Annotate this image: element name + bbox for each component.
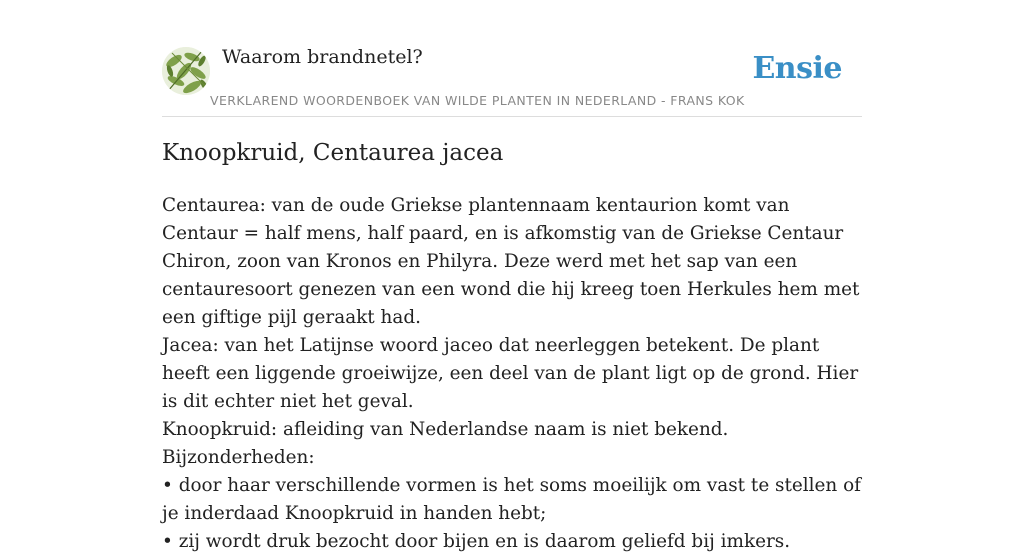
site-title[interactable]: Waarom brandnetel? — [222, 46, 423, 68]
dictionary-subtitle[interactable]: VERKLAREND WOORDENBOEK VAN WILDE PLANTEN IN NEDERLAND - FRANS KOK — [210, 93, 745, 108]
paragraph-knoopkruid: Knoopkruid: afleiding van Nederlandse naam is niet bekend. — [162, 419, 729, 440]
list-item: • door haar verschillende vormen is het soms moeilijk om vast te stellen of je inderdaad Knoopkruid in handen hebt; — [162, 475, 861, 524]
paragraph-bijzonderheden: Bijzonderheden: — [162, 447, 315, 468]
plant-leaves-icon[interactable] — [162, 47, 210, 95]
entry-content — [162, 192, 867, 556]
header — [162, 0, 862, 117]
paragraph-centaurea: Centaurea: van de oude Griekse plantennaam kentaurion komt van Centaur = half mens, half paard, en is afkomstig van de Griekse Centaur Chiron, zoon van Kronos en Philyra. Deze werd met het sap van een centauresoort genezen van een wond die hij kreeg toen Herkules hem met een giftige pijl geraakt had. — [162, 195, 860, 328]
paragraph-jacea: Jacea: van het Latijnse woord jaceo dat neerleggen betekent. De plant heeft een liggende groeiwijze, een deel van de plant ligt op de grond. Hier is dit echter niet het geval. — [162, 335, 859, 412]
entry-title: Knoopkruid, Centaurea jacea — [162, 140, 504, 166]
list-item: • zij wordt druk bezocht door bijen en is daarom geliefd bij imkers. — [162, 531, 791, 552]
page — [162, 0, 862, 552]
brand-logo[interactable]: Ensie — [752, 51, 842, 86]
